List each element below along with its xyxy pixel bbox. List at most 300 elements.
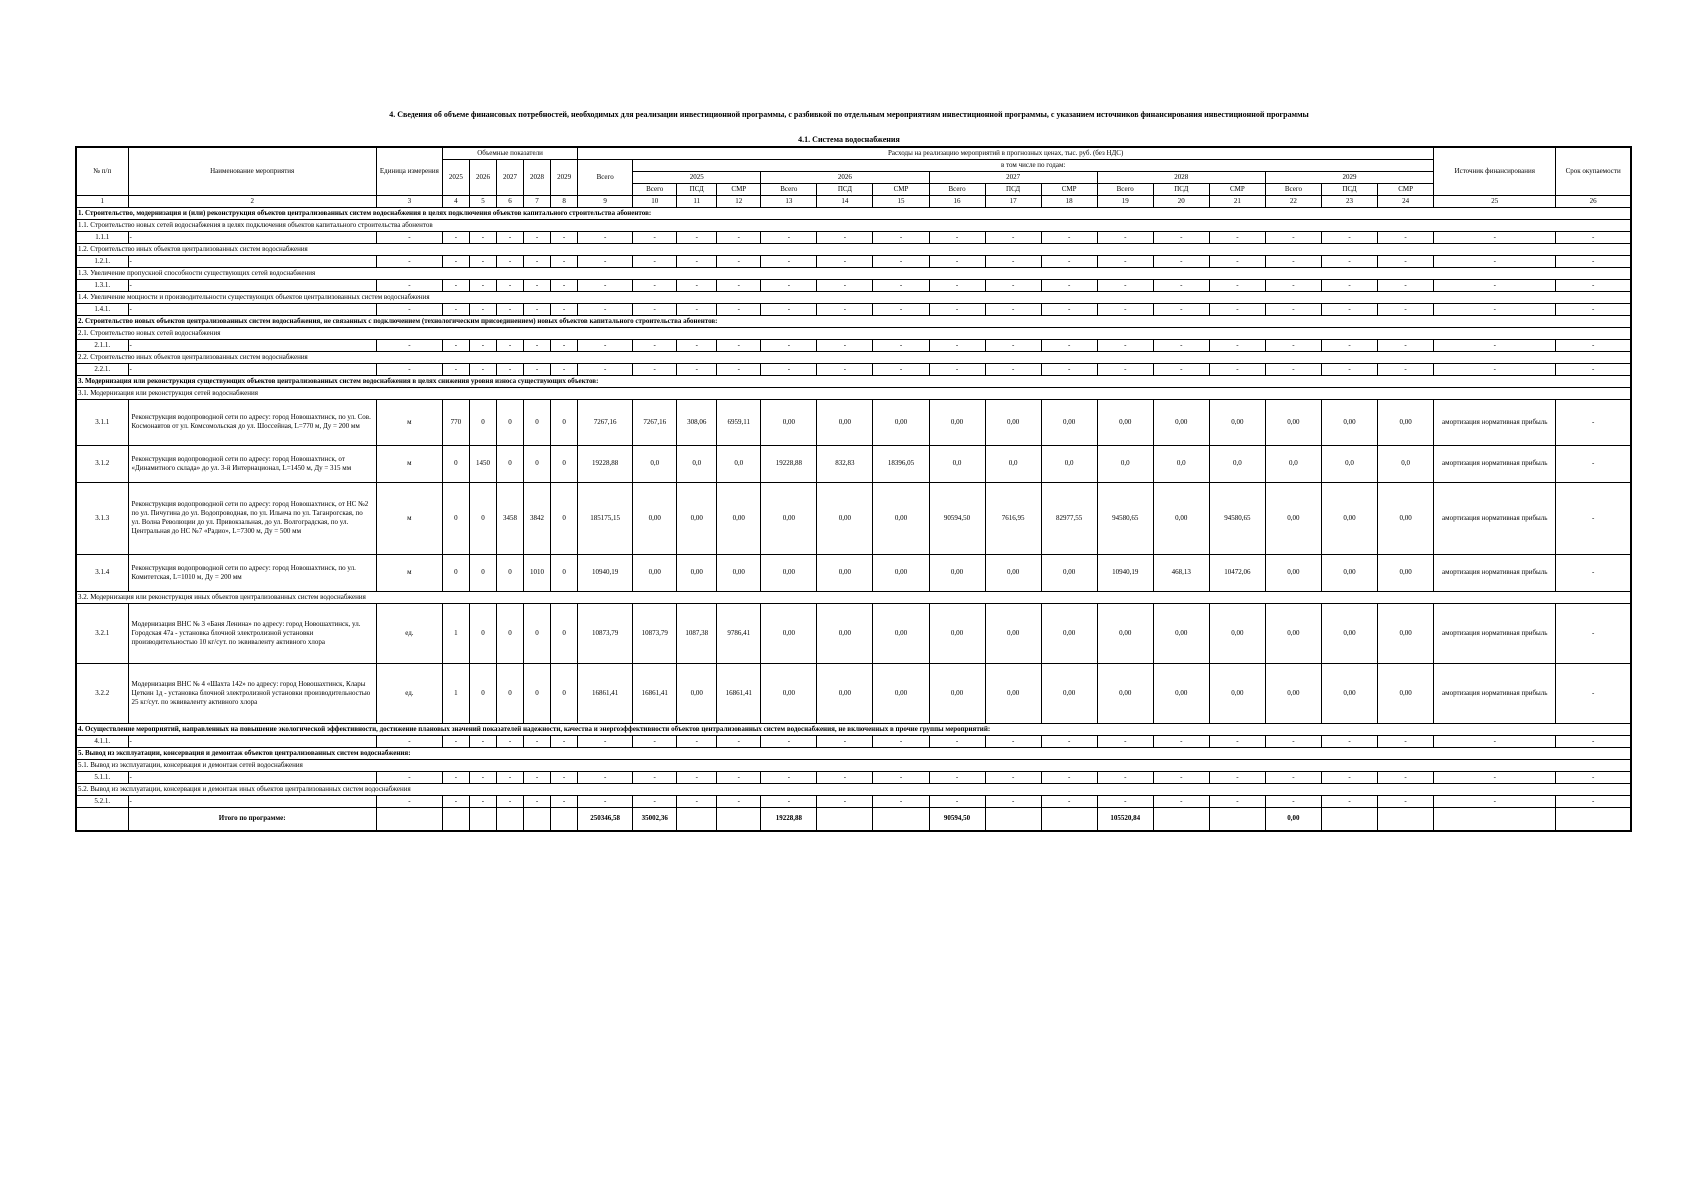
empty-cell: - [1041, 339, 1097, 351]
empty-cell: - [1041, 771, 1097, 783]
year-expense: 0,0 [1041, 445, 1097, 482]
year-expense: 0,00 [1209, 399, 1265, 445]
item-total: 7267,16 [578, 399, 633, 445]
empty-cell: - [1209, 303, 1265, 315]
item-row [76, 482, 1631, 554]
empty-cell: - [551, 339, 578, 351]
header-name: Наименование мероприятия [128, 147, 376, 195]
empty-cell: - [496, 363, 523, 375]
year-expense: 832,83 [817, 445, 873, 482]
empty-cell: - [376, 735, 442, 747]
item-number: 1.2.1. [76, 255, 128, 267]
empty-cell: - [1153, 231, 1209, 243]
payback-period: - [1556, 554, 1631, 591]
year-expense: 0,00 [929, 663, 985, 723]
year-expense: 0,0 [1097, 445, 1153, 482]
empty-cell: - [1041, 255, 1097, 267]
empty-cell: - [873, 279, 929, 291]
empty-cell: - [1321, 735, 1377, 747]
empty-cell: - [1378, 339, 1434, 351]
empty-item-row [76, 279, 1631, 291]
column-number: 12 [717, 195, 761, 207]
empty-cell: - [578, 339, 633, 351]
volume-value: 0 [469, 603, 496, 663]
empty-cell: - [469, 735, 496, 747]
volume-value: 0 [442, 445, 469, 482]
empty-cell: - [873, 303, 929, 315]
year-expense: 0,00 [761, 399, 817, 445]
empty-cell: - [578, 255, 633, 267]
section-heading: 2. Строительство новых объектов централизованных систем водоснабжения, не связанных с подключением (технологическим присоединением) новых объектов капитального строительства абонентов: [76, 315, 1631, 327]
empty-item-row [76, 231, 1631, 243]
empty-cell: - [1321, 795, 1377, 807]
empty-cell: - [1556, 279, 1631, 291]
item-name: Модернизация ВНС № 4 «Шахта 142» по адресу: город Новошахтинск, Клары Цеткин 1д - установка блочной электролизной установки производительностью 25 кг/сут. по эквиваленту активного хлора [128, 663, 376, 723]
year-expense: 0,0 [1321, 445, 1377, 482]
empty-item-row [76, 795, 1631, 807]
empty-cell: - [761, 231, 817, 243]
empty-cell: - [817, 771, 873, 783]
item-number: 4.1.1. [76, 735, 128, 747]
empty-cell: - [817, 339, 873, 351]
header-sub: ПСД [1321, 183, 1377, 195]
year-expense: 0,00 [1209, 603, 1265, 663]
funding-source: амортизация нормативная прибыль [1434, 554, 1556, 591]
header-year: 2028 [1097, 171, 1265, 183]
volume-value: 0 [551, 603, 578, 663]
year-expense: 0,0 [1265, 445, 1321, 482]
empty-cell [1321, 807, 1377, 831]
empty-cell: - [985, 303, 1041, 315]
empty-cell: - [677, 303, 717, 315]
empty-cell: - [633, 771, 677, 783]
empty-cell: - [551, 255, 578, 267]
empty-cell: - [442, 795, 469, 807]
empty-cell: - [633, 231, 677, 243]
empty-cell: - [1321, 303, 1377, 315]
subsection-heading: 1.3. Увеличение пропускной способности существующих сетей водоснабжения [76, 267, 1631, 279]
empty-cell: - [1556, 771, 1631, 783]
volume-value: 1450 [469, 445, 496, 482]
header-expenses: Расходы на реализацию мероприятий в прогнозных ценах, тыс. руб. (без НДС) [578, 147, 1434, 159]
year-expense: 0,00 [817, 603, 873, 663]
year-expense: 0,00 [873, 554, 929, 591]
empty-cell: - [524, 339, 551, 351]
empty-cell: - [469, 795, 496, 807]
empty-cell: - [717, 795, 761, 807]
empty-cell: - [376, 339, 442, 351]
volume-value: 1 [442, 603, 469, 663]
empty-cell: - [442, 279, 469, 291]
header-sub: СМР [1041, 183, 1097, 195]
column-number: 4 [442, 195, 469, 207]
document-title: 4. Сведения об объеме финансовых потребностей, необходимых для реализации инвестиционной программы, с разбивкой по отдельным мероприятиям инвестиционной программы, с указанием источников финансирования инвестиционной программы [389, 110, 1309, 119]
item-unit: м [376, 482, 442, 554]
item-total: 10940,19 [578, 554, 633, 591]
empty-cell: - [1265, 255, 1321, 267]
empty-cell: - [929, 339, 985, 351]
column-number: 1 [76, 195, 128, 207]
header-sub: СМР [717, 183, 761, 195]
empty-cell: - [442, 303, 469, 315]
empty-cell: - [1265, 339, 1321, 351]
empty-cell: - [1434, 771, 1556, 783]
empty-cell: - [1041, 363, 1097, 375]
empty-cell [817, 807, 873, 831]
empty-cell: - [761, 771, 817, 783]
payback-period: - [1556, 399, 1631, 445]
funding-source: амортизация нормативная прибыль [1434, 603, 1556, 663]
section-row [76, 747, 1631, 759]
header-sub: ПСД [1153, 183, 1209, 195]
empty-cell: - [469, 255, 496, 267]
empty-cell: - [376, 795, 442, 807]
empty-cell: - [496, 255, 523, 267]
empty-cell: - [442, 771, 469, 783]
empty-cell: - [551, 735, 578, 747]
empty-cell: - [1097, 255, 1153, 267]
empty-cell: - [1378, 795, 1434, 807]
empty-cell: - [442, 339, 469, 351]
empty-cell: - [1321, 339, 1377, 351]
empty-cell: - [929, 279, 985, 291]
column-number: 10 [633, 195, 677, 207]
subsection-row [76, 291, 1631, 303]
empty-cell: - [1209, 771, 1265, 783]
empty-cell: - [633, 255, 677, 267]
year-expense: 0,00 [1321, 554, 1377, 591]
empty-cell: - [929, 231, 985, 243]
item-number: 3.1.2 [76, 445, 128, 482]
section-row [76, 375, 1631, 387]
year-expense: 0,00 [1041, 399, 1097, 445]
column-number: 20 [1153, 195, 1209, 207]
empty-cell: - [1097, 771, 1153, 783]
year-expense: 0,0 [1209, 445, 1265, 482]
volume-value: 0 [551, 554, 578, 591]
year-expense: 0,00 [633, 554, 677, 591]
year-expense: 7616,95 [985, 482, 1041, 554]
year-expense: 0,00 [633, 482, 677, 554]
empty-cell: - [929, 771, 985, 783]
year-expense: 0,00 [817, 399, 873, 445]
empty-cell: - [1097, 279, 1153, 291]
year-expense: 7267,16 [633, 399, 677, 445]
empty-cell: - [817, 795, 873, 807]
year-expense: 0,00 [677, 482, 717, 554]
empty-cell: - [929, 363, 985, 375]
empty-cell: - [929, 795, 985, 807]
section-title: 4.1. Система водоснабжения [798, 135, 900, 144]
year-expense: 0,00 [1321, 603, 1377, 663]
empty-cell: - [817, 279, 873, 291]
volume-value: 0 [469, 554, 496, 591]
empty-cell: - [873, 339, 929, 351]
empty-cell: - [761, 735, 817, 747]
empty-cell: - [442, 735, 469, 747]
year-expense: 0,00 [1321, 482, 1377, 554]
empty-cell: - [1265, 735, 1321, 747]
header-sub: ПСД [677, 183, 717, 195]
empty-cell: - [1097, 303, 1153, 315]
year-expense: 0,00 [929, 399, 985, 445]
empty-cell: - [1041, 735, 1097, 747]
item-name: - [128, 255, 376, 267]
item-number: 5.2.1. [76, 795, 128, 807]
subsection-row [76, 267, 1631, 279]
payback-period: - [1556, 603, 1631, 663]
subsection-row [76, 219, 1631, 231]
year-expense: 0,0 [717, 445, 761, 482]
year-expense: 0,00 [717, 554, 761, 591]
item-number: 1.4.1. [76, 303, 128, 315]
header-source: Источник финансирования [1434, 147, 1556, 195]
item-total: 10873,79 [578, 603, 633, 663]
year-expense: 0,00 [873, 603, 929, 663]
empty-cell: - [817, 231, 873, 243]
year-expense: 90594,50 [929, 482, 985, 554]
empty-cell: - [469, 231, 496, 243]
empty-cell: - [1434, 795, 1556, 807]
empty-cell: - [1434, 279, 1556, 291]
empty-cell: - [1209, 735, 1265, 747]
empty-cell: - [1265, 231, 1321, 243]
empty-cell: - [761, 795, 817, 807]
header-num: № п/п [76, 147, 128, 195]
item-number: 3.2.1 [76, 603, 128, 663]
empty-cell: - [873, 771, 929, 783]
empty-cell: - [1321, 363, 1377, 375]
empty-cell: - [929, 735, 985, 747]
subsection-heading: 1.4. Увеличение мощности и производительности существующих объектов централизованных систем водоснабжения [76, 291, 1631, 303]
empty-cell: - [761, 255, 817, 267]
empty-cell: - [1556, 339, 1631, 351]
empty-cell: - [1153, 339, 1209, 351]
year-expense: 0,00 [1378, 603, 1434, 663]
empty-cell: - [1265, 363, 1321, 375]
empty-cell: - [717, 339, 761, 351]
empty-cell: - [1321, 279, 1377, 291]
header-total: Всего [578, 159, 633, 195]
column-number-row [76, 195, 1631, 207]
empty-cell: - [551, 363, 578, 375]
empty-cell: - [873, 363, 929, 375]
year-expense: 0,00 [873, 663, 929, 723]
column-number: 7 [524, 195, 551, 207]
item-unit: ед. [376, 603, 442, 663]
item-total: 185175,15 [578, 482, 633, 554]
empty-cell [873, 807, 929, 831]
year-expense: 94580,65 [1209, 482, 1265, 554]
empty-cell: - [578, 279, 633, 291]
empty-cell: - [524, 231, 551, 243]
empty-cell [985, 807, 1041, 831]
empty-cell: - [677, 363, 717, 375]
empty-cell: - [578, 363, 633, 375]
subsection-heading: 3.2. Модернизация или реконструкция иных объектов централизованных систем водоснабжения [76, 591, 1631, 603]
year-expense: 0,0 [1378, 445, 1434, 482]
empty-cell: - [717, 363, 761, 375]
column-number: 18 [1041, 195, 1097, 207]
year-expense: 0,00 [873, 399, 929, 445]
empty-cell: - [1378, 363, 1434, 375]
empty-cell: - [985, 231, 1041, 243]
empty-cell: - [1209, 339, 1265, 351]
column-number: 3 [376, 195, 442, 207]
empty-cell: - [1378, 771, 1434, 783]
empty-cell: - [442, 363, 469, 375]
year-expense: 468,13 [1153, 554, 1209, 591]
empty-cell: - [1378, 735, 1434, 747]
empty-cell: - [761, 279, 817, 291]
year-expense: 10472,06 [1209, 554, 1265, 591]
volume-value: 3842 [524, 482, 551, 554]
year-expense: 0,00 [677, 554, 717, 591]
year-expense: 0,00 [1209, 663, 1265, 723]
empty-cell: - [1153, 363, 1209, 375]
column-number: 2 [128, 195, 376, 207]
volume-value: 0 [496, 399, 523, 445]
item-number: 5.1.1. [76, 771, 128, 783]
column-number: 26 [1556, 195, 1631, 207]
empty-cell: - [1321, 231, 1377, 243]
volume-value: 0 [496, 554, 523, 591]
year-expense: 0,0 [1153, 445, 1209, 482]
empty-cell: - [524, 303, 551, 315]
header-sub: Всего [1265, 183, 1321, 195]
empty-cell: - [578, 735, 633, 747]
empty-cell [1041, 807, 1097, 831]
investment-table [75, 146, 1632, 832]
empty-cell: - [469, 339, 496, 351]
empty-cell: - [376, 771, 442, 783]
payback-period: - [1556, 663, 1631, 723]
header-vol-year: 2028 [524, 159, 551, 195]
empty-cell: - [677, 231, 717, 243]
subsection-row [76, 783, 1631, 795]
header-sub: СМР [873, 183, 929, 195]
year-expense: 0,00 [1378, 663, 1434, 723]
empty-cell: - [1556, 255, 1631, 267]
year-expense: 16861,41 [633, 663, 677, 723]
year-expense: 0,00 [1265, 399, 1321, 445]
year-expense: 0,0 [985, 445, 1041, 482]
year-expense: 19228,88 [761, 445, 817, 482]
empty-cell: - [551, 231, 578, 243]
item-name: - [128, 303, 376, 315]
empty-cell: - [985, 771, 1041, 783]
empty-cell: - [1265, 303, 1321, 315]
column-number: 25 [1434, 195, 1556, 207]
empty-cell: - [1378, 303, 1434, 315]
empty-cell: - [985, 735, 1041, 747]
empty-cell: - [469, 303, 496, 315]
section-row [76, 315, 1631, 327]
year-expense: 0,00 [1097, 663, 1153, 723]
column-number: 21 [1209, 195, 1265, 207]
volume-value: 1 [442, 663, 469, 723]
empty-cell: - [1097, 795, 1153, 807]
item-name: - [128, 339, 376, 351]
empty-cell: - [873, 735, 929, 747]
year-expense: 0,00 [1378, 482, 1434, 554]
empty-cell: - [717, 303, 761, 315]
header-row-1 [76, 147, 1631, 159]
year-expense: 0,00 [817, 663, 873, 723]
header-year: 2025 [633, 171, 761, 183]
header-year: 2026 [761, 171, 929, 183]
subsection-heading: 5.1. Вывод из эксплуатации, консервация и демонтаж сетей водоснабжения [76, 759, 1631, 771]
volume-value: 0 [524, 445, 551, 482]
header-year: 2027 [929, 171, 1097, 183]
subsection-heading: 1.2. Строительство иных объектов централизованных систем водоснабжения [76, 243, 1631, 255]
year-expense: 0,00 [985, 554, 1041, 591]
header-vol-year: 2027 [496, 159, 523, 195]
empty-cell: - [1153, 795, 1209, 807]
item-total: 19228,88 [578, 445, 633, 482]
empty-cell: - [1209, 279, 1265, 291]
header-vol-year: 2025 [442, 159, 469, 195]
item-unit: м [376, 399, 442, 445]
subsection-row [76, 243, 1631, 255]
year-expense: 10940,19 [1097, 554, 1153, 591]
empty-cell: - [985, 279, 1041, 291]
year-expense: 9786,41 [717, 603, 761, 663]
empty-cell: - [469, 363, 496, 375]
year-expense: 0,0 [677, 445, 717, 482]
volume-value: 0 [496, 663, 523, 723]
empty-cell: - [1556, 363, 1631, 375]
empty-cell: - [376, 279, 442, 291]
empty-cell: - [496, 279, 523, 291]
year-expense: 0,00 [761, 603, 817, 663]
empty-cell [717, 807, 761, 831]
empty-cell: - [1434, 255, 1556, 267]
item-name: Модернизация ВНС № 3 «Баня Ленина» по адресу: город Новошахтинск, ул. Городская 47а - установка блочной электролизной установки производительностью 10 кг/сут. по эквиваленту активного хлора [128, 603, 376, 663]
section-row [76, 207, 1631, 219]
section-heading: 5. Вывод из эксплуатации, консервация и демонтаж объектов централизованных систем водоснабжения: [76, 747, 1631, 759]
volume-value: 0 [442, 554, 469, 591]
year-expense: 0,00 [1378, 399, 1434, 445]
empty-cell: - [1556, 303, 1631, 315]
header-payback: Срок окупаемости [1556, 147, 1631, 195]
year-expense: 0,00 [985, 603, 1041, 663]
empty-item-row [76, 255, 1631, 267]
empty-cell: - [985, 255, 1041, 267]
empty-cell: - [1265, 771, 1321, 783]
year-total: 0,00 [1265, 807, 1321, 831]
header-sub: Всего [633, 183, 677, 195]
item-total: 16861,41 [578, 663, 633, 723]
year-expense: 0,00 [761, 482, 817, 554]
empty-cell: - [1434, 303, 1556, 315]
empty-cell: - [1209, 363, 1265, 375]
header-vol-year: 2029 [551, 159, 578, 195]
year-expense: 0,00 [985, 399, 1041, 445]
empty-cell: - [1097, 339, 1153, 351]
year-expense: 0,00 [1321, 399, 1377, 445]
empty-cell [677, 807, 717, 831]
year-expense: 94580,65 [1097, 482, 1153, 554]
empty-item-row [76, 771, 1631, 783]
item-number: 3.1.3 [76, 482, 128, 554]
volume-value: 0 [551, 482, 578, 554]
column-number: 11 [677, 195, 717, 207]
year-expense: 1087,38 [677, 603, 717, 663]
subsection-row [76, 591, 1631, 603]
empty-cell: - [817, 735, 873, 747]
subsection-row [76, 327, 1631, 339]
